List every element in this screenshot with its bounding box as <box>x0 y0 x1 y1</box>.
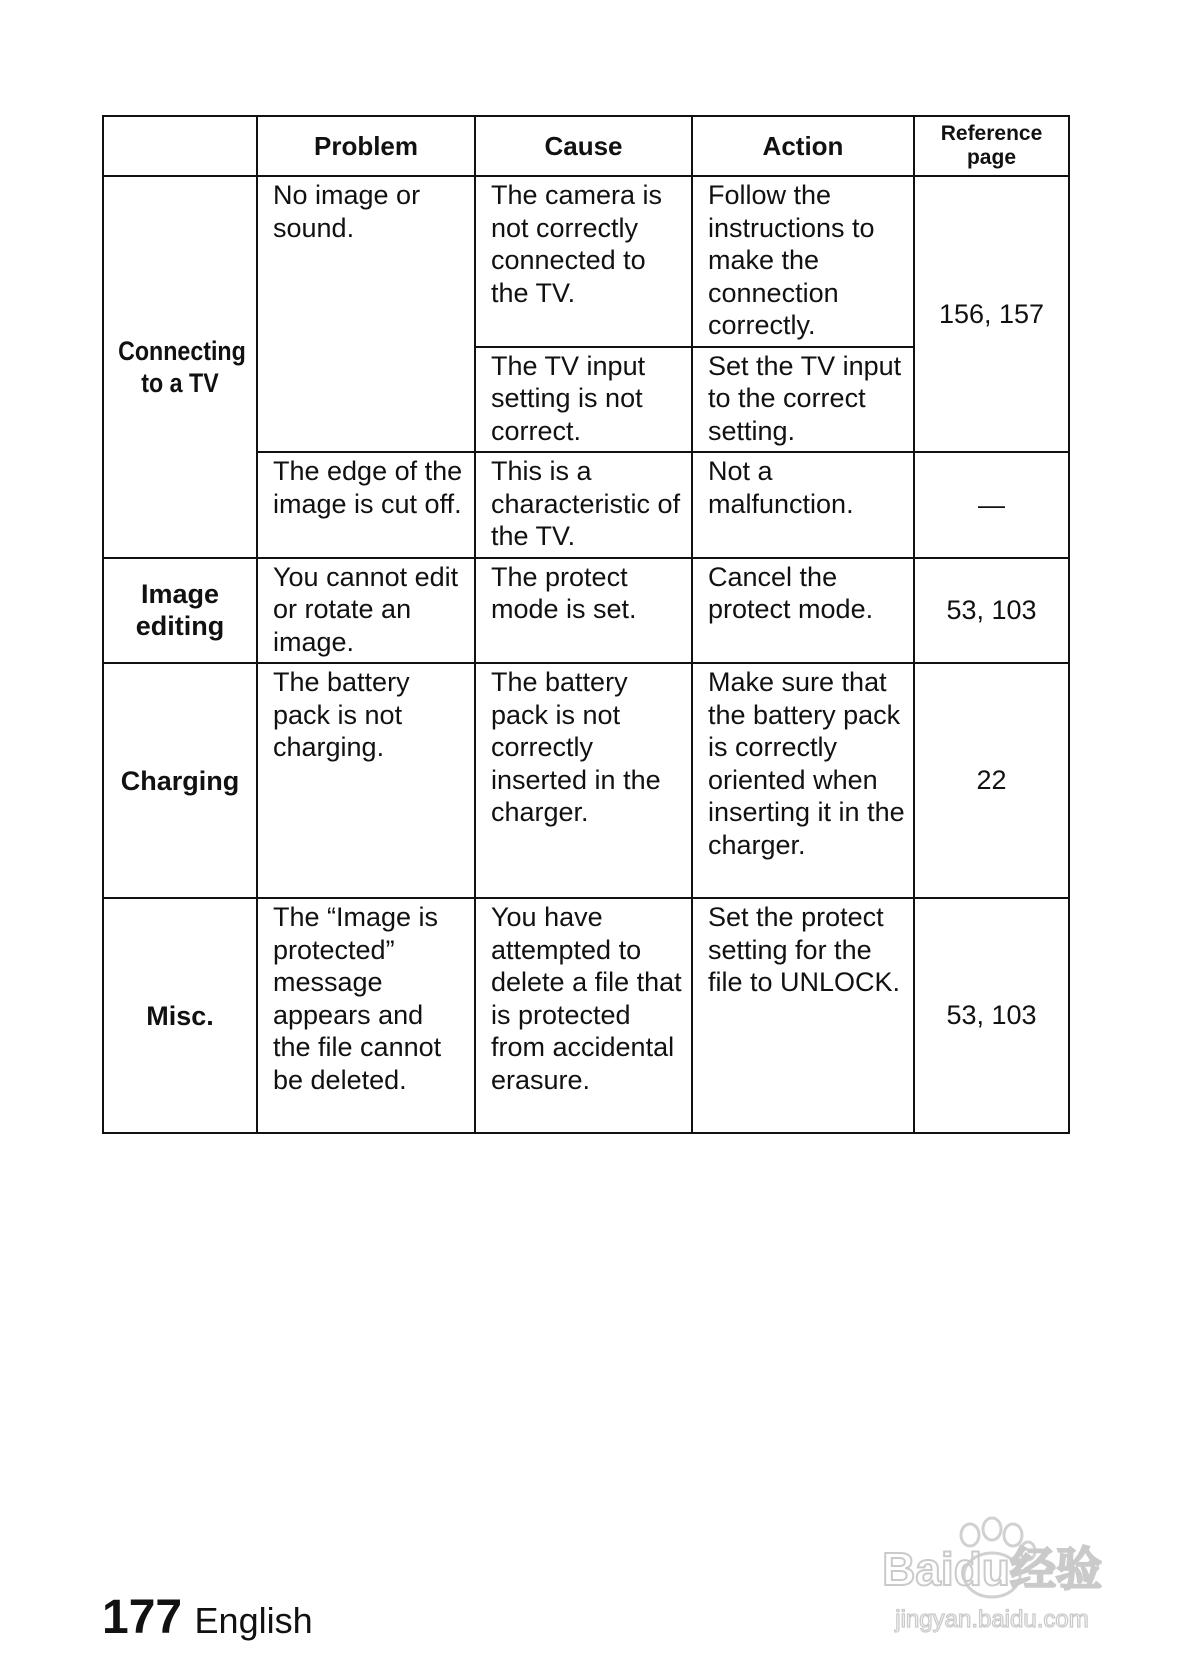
page-footer <box>102 1590 313 1645</box>
reference-cell: — <box>914 452 1069 558</box>
cause-cell: You have attempted to delete a file that is protected from accidental erasure. <box>475 898 692 1133</box>
header-reference-page: Reference page <box>914 116 1069 176</box>
table-header-row <box>103 116 1069 176</box>
category-charging: Charging <box>103 663 257 898</box>
table-row <box>103 663 1069 898</box>
table-row <box>103 558 1069 664</box>
problem-cell: The battery pack is not charging. <box>257 663 475 898</box>
problem-cell: No image or sound. <box>257 176 475 452</box>
action-cell: Cancel the protect mode. <box>692 558 914 664</box>
watermark-brand: Baidu经验 <box>882 1543 1102 1595</box>
problem-cell: The edge of the image is cut off. <box>257 452 475 558</box>
reference-cell: 22 <box>914 663 1069 898</box>
cause-cell: This is a characteristic of the TV. <box>475 452 692 558</box>
header-problem: Problem <box>257 116 475 176</box>
cause-cell: The protect mode is set. <box>475 558 692 664</box>
reference-cell: 156, 157 <box>914 176 1069 452</box>
cause-cell: The TV input setting is not correct. <box>475 347 692 453</box>
page-language: English <box>194 1600 313 1641</box>
page-number: 177 <box>102 1591 183 1644</box>
action-cell: Follow the instructions to make the connection correctly. <box>692 176 914 347</box>
category-image-editing: Image editing <box>103 558 257 664</box>
problem-cell: You cannot edit or rotate an image. <box>257 558 475 664</box>
action-cell: Set the protect setting for the file to UNLOCK. <box>692 898 914 1133</box>
problem-cell: The “Image is protected” message appears and the file cannot be deleted. <box>257 898 475 1133</box>
header-category <box>103 116 257 176</box>
reference-cell: 53, 103 <box>914 898 1069 1133</box>
troubleshooting-table <box>102 115 1070 1134</box>
cause-cell: The camera is not correctly connected to the TV. <box>475 176 692 347</box>
header-action: Action <box>692 116 914 176</box>
category-connecting-tv: Connecting to a TV <box>114 176 246 558</box>
action-cell: Make sure that the battery pack is correctly oriented when inserting it in the charger. <box>692 663 914 898</box>
action-cell: Not a malfunction. <box>692 452 914 558</box>
cause-cell: The battery pack is not correctly inserted in the charger. <box>475 663 692 898</box>
category-misc: Misc. <box>103 898 257 1133</box>
table-row <box>103 176 1069 347</box>
watermark-url: jingyan.baidu.com <box>895 1606 1089 1633</box>
reference-cell: 53, 103 <box>914 558 1069 664</box>
action-cell: Set the TV input to the correct setting. <box>692 347 914 453</box>
table-row <box>103 898 1069 1133</box>
header-cause: Cause <box>475 116 692 176</box>
troubleshooting-table-container <box>102 115 1068 1134</box>
baidu-jingyan-watermark <box>852 1515 1132 1645</box>
table-row <box>103 452 1069 558</box>
